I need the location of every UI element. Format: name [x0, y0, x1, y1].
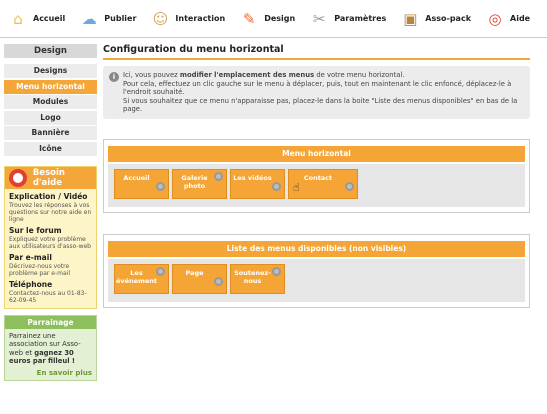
help-header — [5, 167, 96, 189]
menu-tile-soutenez-nous[interactable] — [230, 264, 285, 294]
nav-label: Accueil — [33, 14, 66, 23]
palette-icon: ✎ — [242, 9, 256, 28]
menu-tile-label: Accueil — [123, 174, 150, 182]
info-line-1 — [123, 71, 524, 80]
hand-cursor-icon: ☝ — [293, 181, 300, 194]
gear-icon[interactable] — [156, 182, 165, 191]
menu-tile-label: Les événement — [115, 269, 157, 285]
nav-interaction[interactable] — [148, 0, 225, 38]
help-sur-le-forum[interactable] — [5, 223, 96, 250]
menu-tile-galerie-photo[interactable] — [172, 169, 227, 199]
help-block-title[interactable]: Sur le forum — [9, 225, 62, 235]
info-line-2: Pour cela, effectuez un clic gauche sur le menu à déplacer, puis, tout en maintenant le clic enfoncé, déplacez-le à l'endroit souhaité. — [123, 79, 512, 96]
info-line-1-bold: modifier l'emplacement des menus — [179, 71, 315, 79]
sidebar-item-logo[interactable]: Logo — [4, 111, 97, 125]
help-block-text: Contactez-nous au 01-83-62-09-45 — [9, 289, 87, 304]
help-telephone[interactable] — [5, 277, 96, 304]
nav-label: Paramètres — [334, 14, 387, 23]
sidebar-item-designs[interactable]: Designs — [4, 64, 97, 78]
info-line-1-c: de votre menu horizontal. — [314, 71, 405, 79]
sidebar-item-banniere[interactable]: Bannière — [4, 126, 97, 140]
nav-design[interactable] — [237, 0, 295, 38]
gear-icon[interactable] — [272, 267, 281, 276]
menu-tile-accueil[interactable] — [114, 169, 169, 199]
lifebuoy-icon — [9, 169, 27, 187]
menu-horizontal-box — [103, 139, 530, 213]
parrainage-text-plain: Parrainez une association sur Asso-web et — [9, 331, 81, 357]
gear-icon[interactable] — [214, 277, 223, 286]
cloud-upload-icon: ☁ — [81, 9, 97, 28]
top-navigation — [0, 0, 547, 38]
help-block-text: Décrivez-nous votre problème par e-mail — [9, 262, 70, 277]
available-menus-box — [103, 234, 530, 308]
info-box — [103, 66, 530, 119]
info-line-3: Si vous souhaitez que ce menu n'apparaisse pas, placez-le dans la boite "Liste des menus disponibles" en bas de la page. — [123, 96, 518, 113]
box-icon: ▣ — [403, 9, 418, 28]
parrainage-panel — [4, 315, 97, 381]
menu-tile-label: Contact — [303, 174, 333, 182]
menu-tile-label: Les vidéos — [233, 174, 272, 182]
nav-parametres[interactable] — [307, 0, 386, 38]
house-icon: ⌂ — [13, 9, 23, 28]
help-par-e-mail[interactable] — [5, 250, 96, 277]
menu-tile-contact[interactable] — [288, 169, 358, 199]
menu-horizontal-header: Menu horizontal — [108, 146, 525, 162]
parrainage-text-bold: gagnez 30 euros par filleul ! — [9, 348, 75, 365]
tools-icon: ✂ — [312, 9, 326, 28]
info-icon: i — [109, 72, 119, 82]
sidebar-item-menu-horizontal[interactable]: Menu horizontal — [4, 80, 97, 94]
help-block-title[interactable]: Par e-mail — [9, 252, 52, 262]
nav-aide[interactable] — [483, 0, 530, 38]
help-block-title[interactable]: Explication / Vidéo — [9, 191, 88, 201]
help-block-text: Trouvez les réponses à vos questions sur notre aide en ligne — [9, 201, 92, 223]
info-line-1-a: Ici, vous pouvez — [123, 71, 180, 79]
menu-tile-label: Soutenez-nous — [234, 269, 271, 285]
help-block-title[interactable]: Téléphone — [9, 279, 53, 289]
nav-label: Publier — [104, 14, 137, 23]
menu-tile-label: Galerie photo — [181, 174, 208, 190]
gear-icon[interactable] — [345, 182, 354, 191]
help-panel — [4, 166, 97, 309]
users-icon: ☺ — [152, 9, 169, 28]
sidebar-item-icone[interactable]: Icône — [4, 142, 97, 156]
help-title: Besoin d'aide — [32, 167, 65, 188]
nav-accueil[interactable] — [6, 0, 65, 38]
parrainage-title: Parrainage — [5, 316, 96, 329]
menu-tile-les-videos[interactable] — [230, 169, 285, 199]
page-title: Configuration du menu horizontal — [103, 44, 530, 60]
nav-publier[interactable] — [77, 0, 136, 38]
nav-label: Design — [264, 14, 296, 23]
menu-tile-les-evenement[interactable] — [114, 264, 169, 294]
nav-asso-pack[interactable] — [398, 0, 471, 38]
gear-icon[interactable] — [214, 172, 223, 181]
available-menus-dropzone[interactable] — [108, 259, 525, 302]
gear-icon[interactable] — [156, 267, 165, 276]
menu-horizontal-dropzone[interactable] — [108, 164, 525, 207]
sidebar — [4, 44, 97, 381]
nav-label: Asso-pack — [425, 14, 472, 23]
nav-label: Aide — [510, 14, 531, 23]
sidebar-title: Design — [4, 44, 97, 58]
help-block-text: Expliquez votre problème aux utilisateurs d'asso-web — [9, 235, 91, 250]
sidebar-item-modules[interactable]: Modules — [4, 95, 97, 109]
available-menus-header: Liste des menus disponibles (non visibles) — [108, 241, 525, 257]
help-explication-video[interactable] — [5, 189, 96, 223]
nav-label: Interaction — [175, 14, 226, 23]
gear-icon[interactable] — [272, 182, 281, 191]
lifebuoy-icon: ◎ — [488, 9, 502, 28]
menu-tile-label: Page — [185, 269, 204, 277]
menu-tile-page[interactable] — [172, 264, 227, 294]
parrainage-text — [5, 329, 96, 369]
parrainage-link[interactable]: En savoir plus — [36, 368, 92, 377]
main-content — [103, 44, 530, 119]
